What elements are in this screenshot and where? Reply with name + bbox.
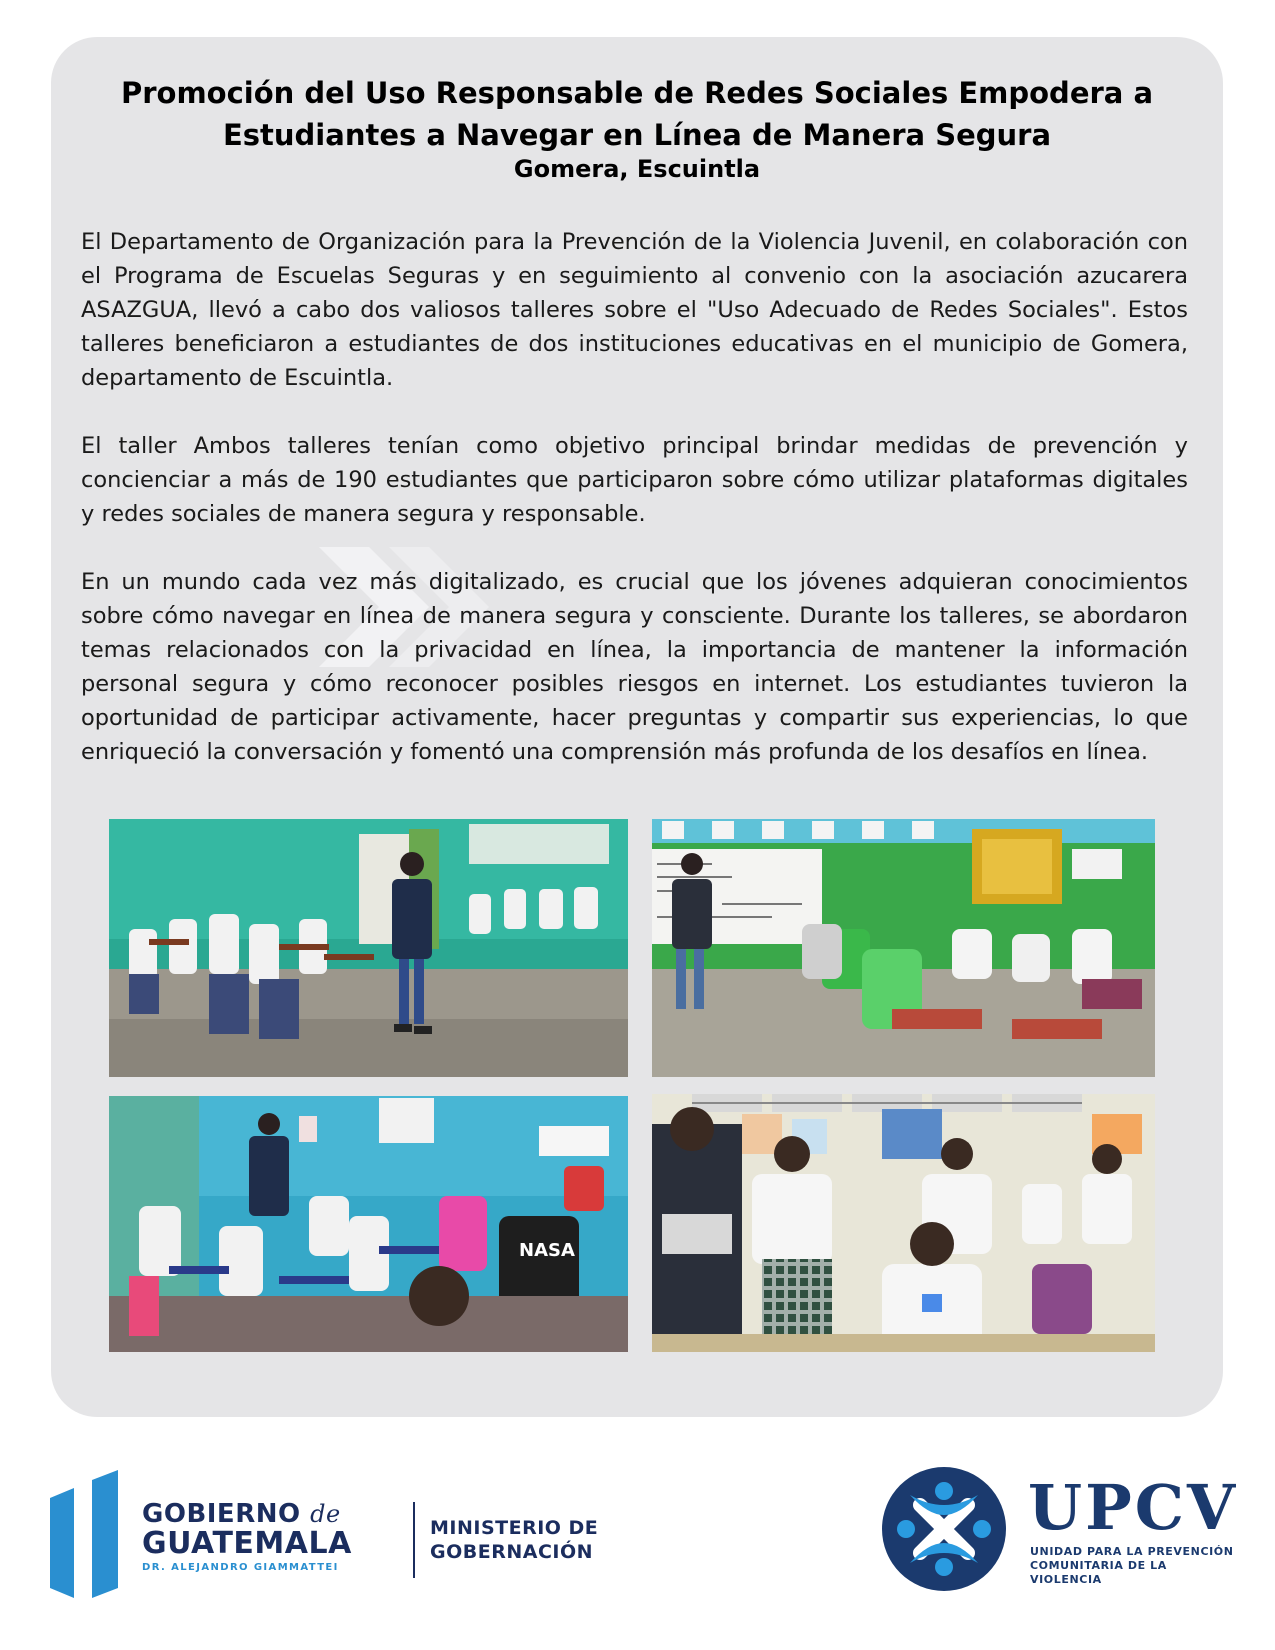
title-line-2: Estudiantes a Navegar en Línea de Manera Segura <box>222 118 1052 152</box>
logo-divider <box>413 1502 415 1578</box>
president-label: DR. ALEJANDRO GIAMMATTEI <box>142 1562 339 1573</box>
page-title <box>51 72 1223 156</box>
upcv-logo-icon <box>880 1465 1008 1593</box>
gobierno-guatemala-logo <box>50 1470 610 1605</box>
paragraph-2: El taller Ambos talleres tenían como objetivo principal brindar medidas de prevención y concienciar a más de 190 estudiantes que participaron sobre cómo utilizar plataformas digitales y redes sociales de manera segura y responsable. <box>81 433 1188 527</box>
ministry-line-1: MINISTERIO DE <box>430 1517 599 1539</box>
guatemala-label: GUATEMALA <box>142 1526 352 1561</box>
upcv-subtitle-line-2: COMUNITARIA DE LA VIOLENCIA <box>1030 1559 1167 1586</box>
gobierno-label: GOBIERNO <box>142 1499 301 1529</box>
upcv-subtitle-line-1: UNIDAD PARA LA PREVENCIÓN <box>1030 1545 1234 1558</box>
paragraph-1: El Departamento de Organización para la Prevención de la Violencia Juvenil, en colaboración con el Programa de Escuelas Seguras y en seguimiento al convenio con la asociación azucarera ASAZGUA, llevó a cabo dos valiosos talleres sobre el "Uso Adecuado de Redes Sociales". Estos talleres beneficiaron a estudiantes de dos instituciones educativas en el municipio de Gomera, departamento de Escuintla. <box>81 229 1188 391</box>
ministry-label <box>430 1516 598 1564</box>
gobierno-wordmark <box>142 1500 352 1573</box>
upcv-subtitle <box>1030 1545 1240 1587</box>
svg-text:NASA: NASA <box>519 1240 575 1261</box>
upcv-logo <box>880 1465 1240 1605</box>
location-subtitle: Gomera, Escuintla <box>513 155 761 183</box>
workshop-photo-2 <box>652 819 1155 1077</box>
upcv-wordmark: UPCV <box>1028 1471 1239 1544</box>
gobierno-guatemala-logo-icon <box>50 1470 124 1600</box>
ministry-line-2: GOBERNACIÓN <box>430 1541 594 1563</box>
workshop-photo-1 <box>109 819 628 1077</box>
content-card <box>51 37 1223 1417</box>
workshop-photo-3 <box>109 1096 628 1352</box>
article-body <box>81 225 1188 803</box>
title-line-1: Promoción del Uso Responsable de Redes Sociales Empodera a <box>120 76 1154 110</box>
gobierno-de-label: de <box>310 1500 341 1528</box>
paragraph-3: En un mundo cada vez más digitalizado, es crucial que los jóvenes adquieran conocimientos sobre cómo navegar en línea de manera segura y consciente. Durante los talleres, se abordaron temas relacionados con la privacidad en línea, la importancia de mantener la información personal segura y cómo reconocer posibles riesgos en internet. Los estudiantes tuvieron la oportunidad de participar activamente, hacer preguntas y compartir sus experiencias, lo que enriqueció la conversación y fomentó una comprensión más profunda de los desafíos en línea. <box>81 569 1188 765</box>
workshop-photo-4 <box>652 1094 1155 1352</box>
